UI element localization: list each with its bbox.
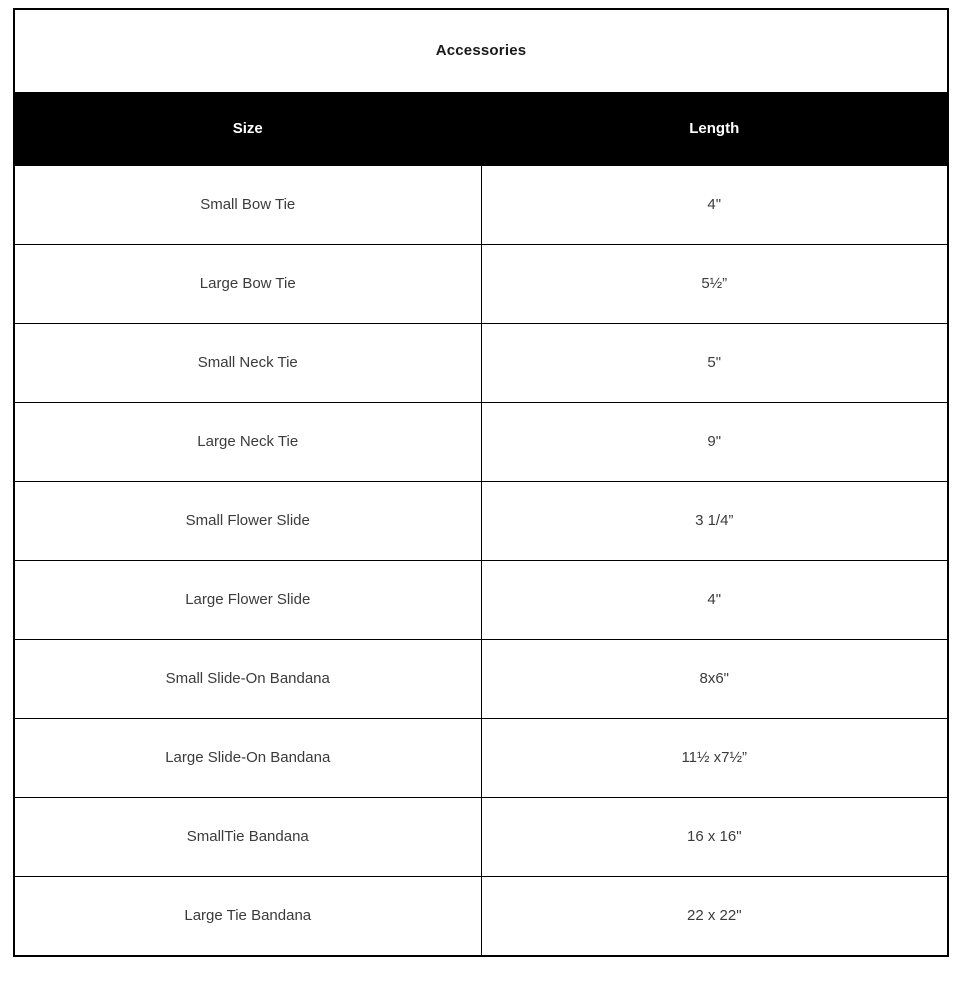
length-cell: 11½ x7½” (481, 719, 948, 798)
length-cell: 5½” (481, 245, 948, 324)
size-cell: Large Tie Bandana (14, 877, 481, 957)
length-cell: 4" (481, 166, 948, 245)
size-cell: Large Bow Tie (14, 245, 481, 324)
table-title: Accessories (14, 9, 948, 93)
table-row (14, 324, 948, 403)
table-row (14, 245, 948, 324)
table-row (14, 482, 948, 561)
table-body (14, 166, 948, 957)
size-cell: Large Flower Slide (14, 561, 481, 640)
table-row (14, 719, 948, 798)
size-cell: SmallTie Bandana (14, 798, 481, 877)
length-cell: 9" (481, 403, 948, 482)
table-header-row (14, 93, 948, 166)
column-header-size: Size (14, 93, 481, 166)
table-title-row (14, 9, 948, 93)
size-cell: Large Slide-On Bandana (14, 719, 481, 798)
length-cell: 4" (481, 561, 948, 640)
length-cell: 16 x 16" (481, 798, 948, 877)
accessories-size-chart (13, 8, 949, 957)
table-row (14, 798, 948, 877)
size-cell: Small Flower Slide (14, 482, 481, 561)
table-row (14, 561, 948, 640)
table-row (14, 877, 948, 957)
size-cell: Large Neck Tie (14, 403, 481, 482)
length-cell: 5" (481, 324, 948, 403)
table-row (14, 403, 948, 482)
length-cell: 8x6" (481, 640, 948, 719)
table-row (14, 166, 948, 245)
size-cell: Small Slide-On Bandana (14, 640, 481, 719)
table-row (14, 640, 948, 719)
size-cell: Small Neck Tie (14, 324, 481, 403)
length-cell: 22 x 22" (481, 877, 948, 957)
length-cell: 3 1/4” (481, 482, 948, 561)
size-cell: Small Bow Tie (14, 166, 481, 245)
column-header-length: Length (481, 93, 948, 166)
